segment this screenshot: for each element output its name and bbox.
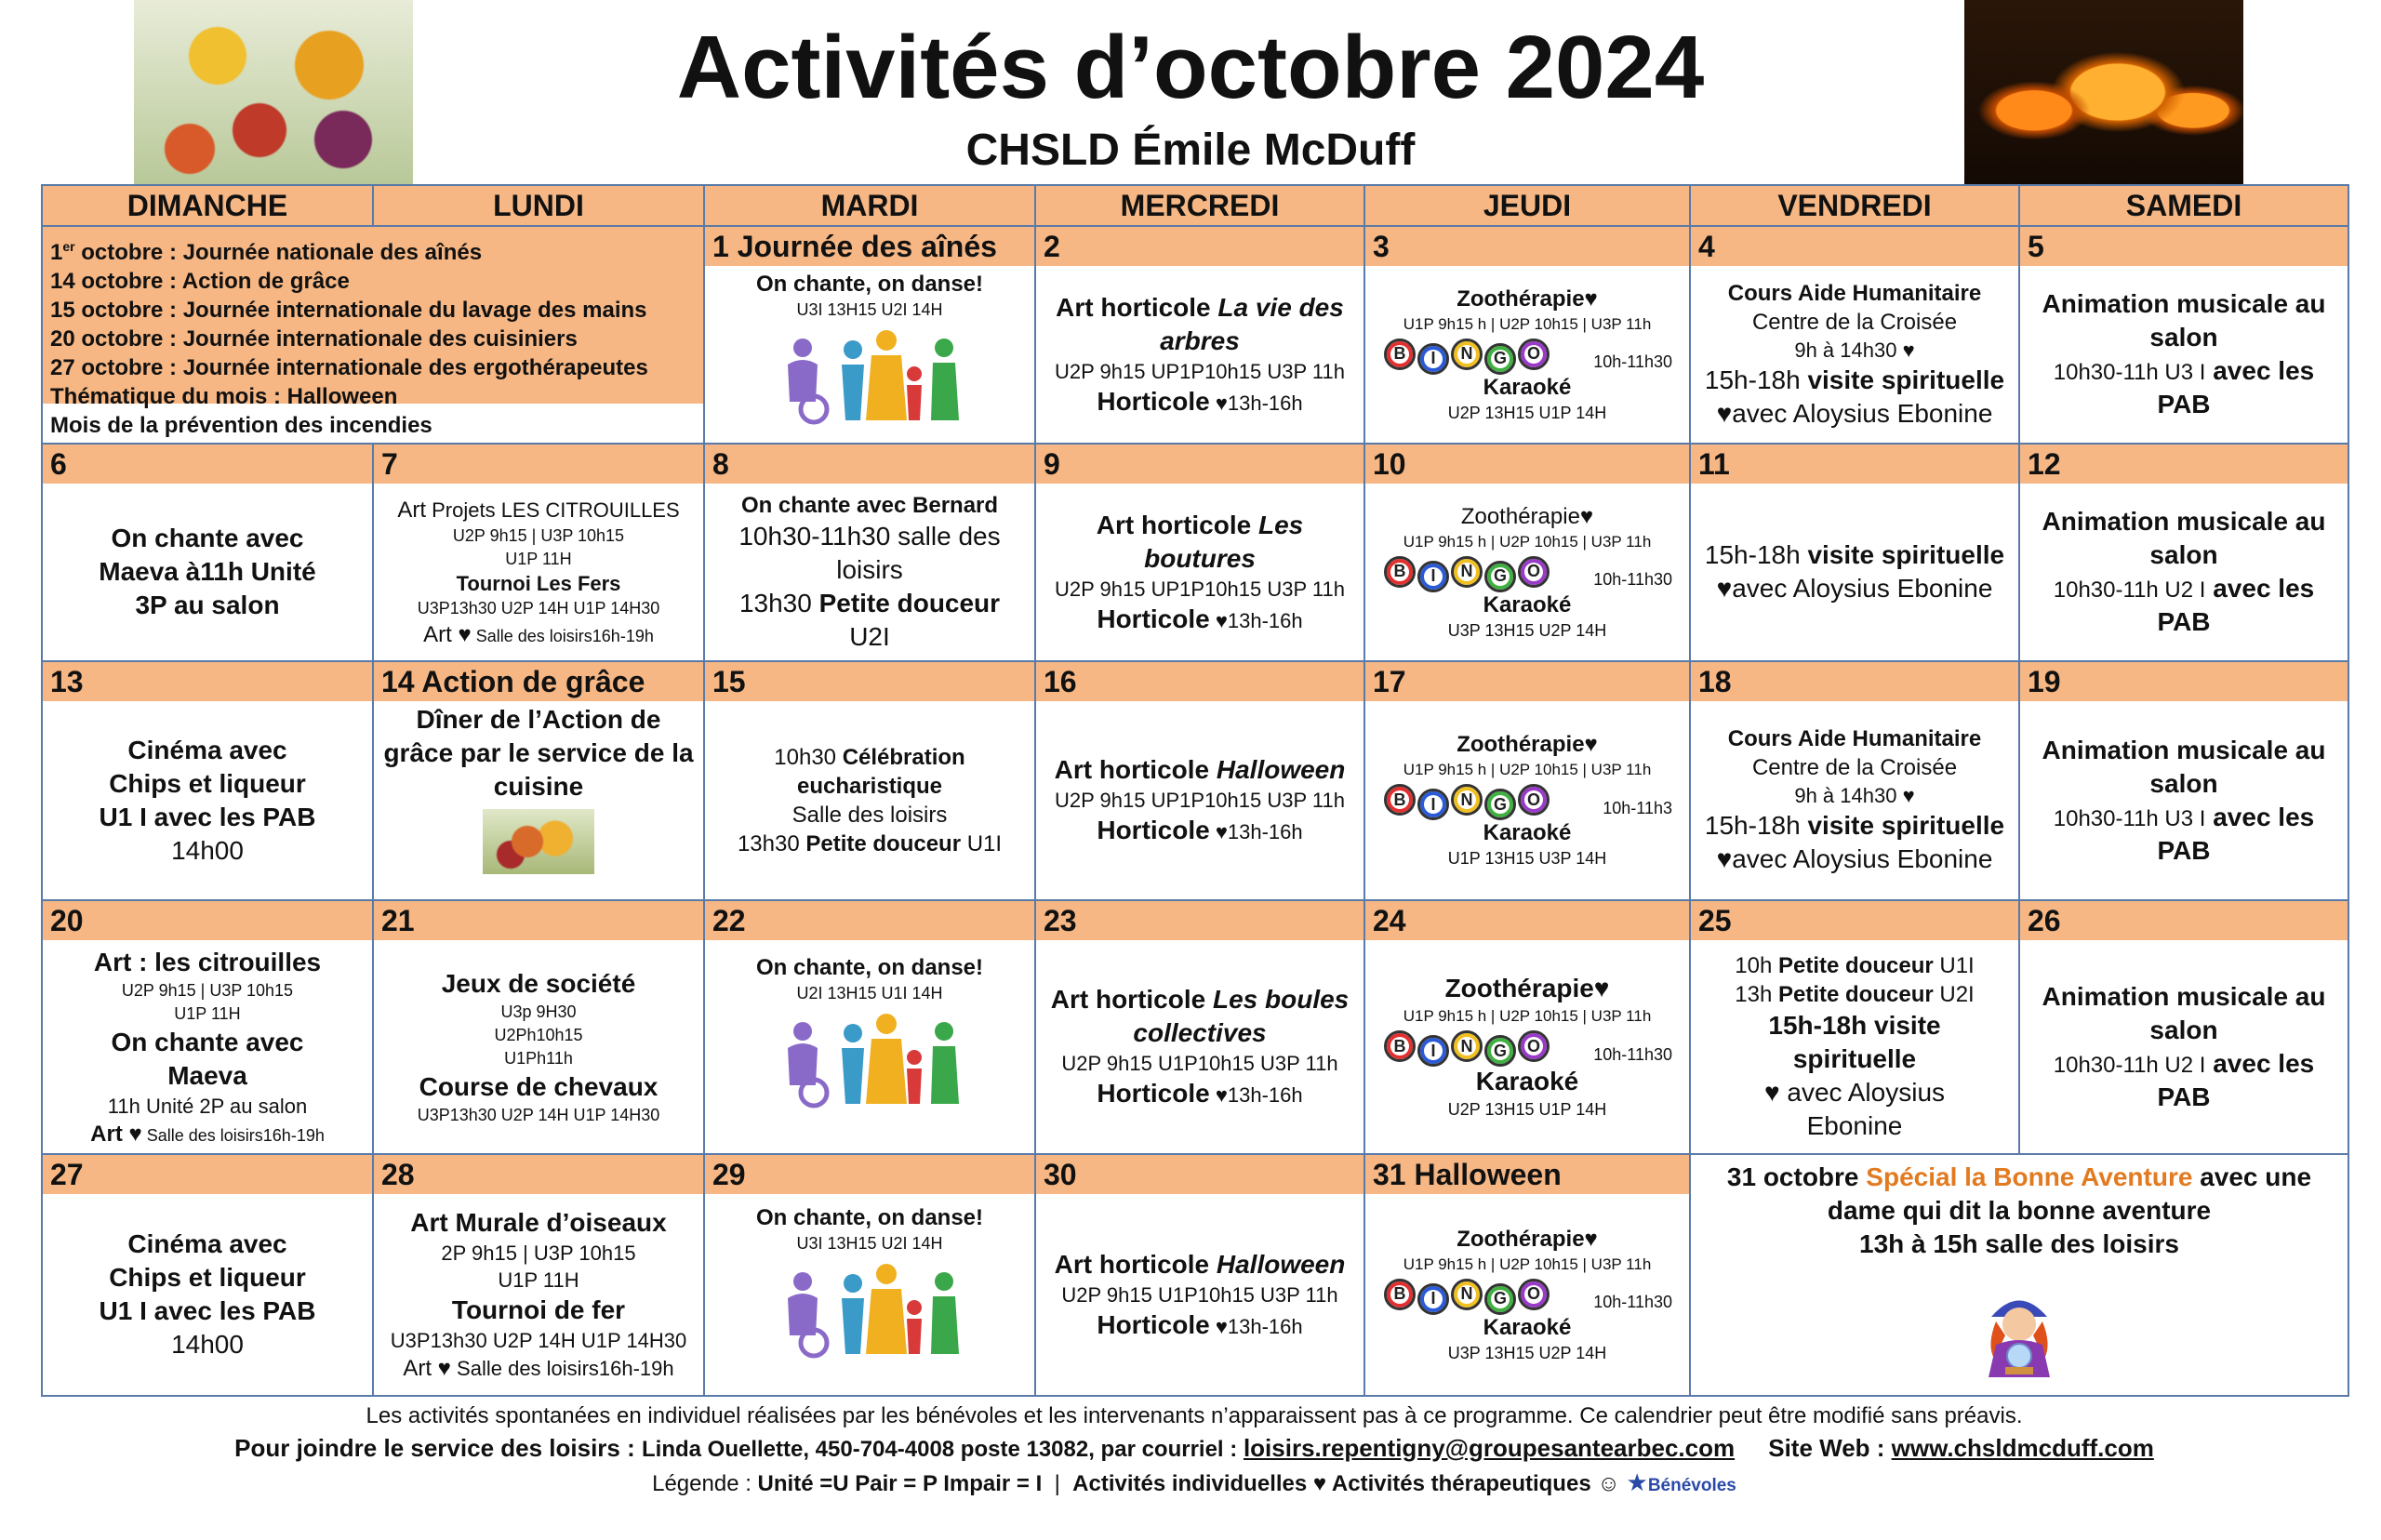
activity-art-loisirs: Art ♥ Salle des loisirs16h-19h [90,1121,325,1147]
day-cell-16 [1035,661,1364,900]
star-icon: ★ [1626,1468,1648,1496]
activity-title: Animation musicale au salon [2042,981,2326,1044]
karaoke-title: Karaoké [1483,1314,1572,1340]
day-number: 25 [1691,901,2018,940]
activity-douceur: 13h Petite douceur U2I [1735,981,1975,1007]
bingo-balls [1369,1276,1685,1313]
activity-title: Art Projets LES CITROUILLES [397,497,680,523]
activity-unit: U2I [849,621,890,651]
note-4: 20 octobre : Journée internationale des cuisiniers [50,326,578,352]
bingo-time: 10h-11h30 [1593,1044,1672,1064]
day-cell-20 [42,900,373,1154]
day-cell-22 [704,900,1035,1154]
people-dancing-icon [767,327,972,430]
karaoke-schedule: U2P 13H15 U1P 14H [1447,1100,1607,1119]
activity-visite: 15h-18h visite spirituelle [1704,365,2005,394]
day-cell-7 [373,444,704,661]
website-link[interactable]: www.chsldmcduff.com [1891,1434,2154,1462]
activity-title: On chante, on danse! [755,955,984,980]
bingo-ball-icon: O [1518,1279,1550,1310]
day-cell-11 [1690,444,2019,661]
activity-title: Animation musicale au salon [2042,735,2326,798]
activity-title: Chips et liqueur [109,768,306,798]
day-number: 13 [43,662,372,701]
special-event-cell [1690,1154,2348,1396]
activity-schedule: U2I 13H15 U1I 14H [796,984,943,1002]
day-number: 31 Halloween [1365,1155,1689,1194]
page-title: Activités d’octobre 2024 [676,18,1705,117]
day-cell-14 [373,661,704,900]
bingo-ball-icon: I [1417,1035,1449,1067]
karaoke-schedule: U3P 13H15 U2P 14H [1447,620,1607,640]
day-number: 1 Journée des aînés [705,227,1034,266]
activity-schedule: U1P 11H [498,1268,579,1292]
day-header-friday: VENDREDI [1690,185,2019,226]
activity-horticole: Horticole ♥13h-16h [1097,386,1303,416]
day-cell-25 [1690,900,2019,1154]
jack-o-lantern-photo [1964,0,2243,184]
bingo-balls [1369,781,1685,818]
special-event-time: 13h à 15h salle des loisirs [1859,1229,2179,1258]
day-number: 4 [1691,227,2018,266]
activity-schedule: U2P 9h15 U1P10h15 U3P 11h [1061,1282,1338,1307]
activity-douceur: 10h Petite douceur U1I [1735,952,1975,978]
activity-title: Art horticole Halloween [1054,1249,1346,1279]
bingo-balls [1369,336,1685,373]
day-cell-19 [2019,661,2348,900]
activity-schedule: U1P 9h15 h | U2P 10h15 | U3P 11h [1403,761,1652,778]
day-number: 29 [705,1155,1034,1194]
activity-title: Zoothérapie♥ [1444,974,1610,1002]
day-number: 22 [705,901,1034,940]
activity-title: U1 I avec les PAB [99,1296,316,1325]
special-event [1691,1155,2348,1392]
activity-title: Zoothérapie♥ [1457,285,1598,312]
activity-schedule: U3I 13H15 U2I 14H [796,1234,943,1253]
bingo-ball-icon: O [1518,556,1550,588]
activity-title: Art horticole Les boules collectives [1050,985,1350,1047]
fortune-teller-icon [1968,1280,2070,1382]
bingo-ball-icon: G [1484,1283,1516,1315]
activity-title: U1 I avec les PAB [99,802,316,831]
day-number: 5 [2020,227,2348,266]
day-cell-17 [1364,661,1690,900]
activity-title: Cours Aide Humanitaire [1727,280,1982,306]
activity-title: 10h30 Célébration eucharistique [774,744,965,799]
activity-schedule: U2P 9h15 | U3P 10h15 [121,980,294,1000]
activity-schedule: 10h30-11h U3 I avec les PAB [2053,356,2315,418]
day-number: 12 [2020,445,2348,484]
day-number: 11 [1691,445,2018,484]
activity-schedule: U2Ph10h15 [494,1025,583,1044]
activity-visite: 15h-18h visite spirituelle [1704,811,2005,840]
activity-schedule: U1P 9h15 h | U2P 10h15 | U3P 11h [1403,1007,1652,1025]
week-row-2 [42,444,2348,661]
activity-douceur: 13h30 Petite douceur [738,588,1001,617]
day-number: 26 [2020,901,2348,940]
bingo-balls [1369,553,1685,591]
activity-title: Cours Aide Humanitaire [1727,726,1982,751]
thanksgiving-photo [483,809,594,874]
activity-visite: 15h-18h visite spirituelle [1768,1010,1941,1073]
karaoke-schedule: U2P 13H15 U1P 14H [1447,403,1607,422]
activity-schedule: U3p 9H30 [500,1002,577,1021]
karaoke-title: Karaoké [1475,1067,1579,1095]
note-1: 1er octobre : Journée nationale des aînés [50,239,483,265]
week-row-4 [42,900,2348,1154]
activity-title: On chante, on danse! [755,272,984,297]
day-header-thursday: JEUDI [1364,185,1690,226]
activity-time: 9h à 14h30 ♥ [1794,338,1915,362]
activity-horticole: Horticole ♥13h-16h [1097,604,1303,633]
activity-visite-with: ♥avec Aloysius Ebonine [1716,574,1993,603]
activity-schedule: 10h30-11h U2 I avec les PAB [2053,1048,2315,1111]
activity-title: Cinéma avec [127,735,287,764]
day-number: 23 [1036,901,1363,940]
day-number: 19 [2020,662,2348,701]
activity-douceur: 13h30 Petite douceur U1I [737,830,1003,856]
activity-title: Art horticole La vie des arbres [1056,292,1344,355]
day-number: 18 [1691,662,2018,701]
bingo-ball-icon: B [1384,556,1416,588]
day-cell-6 [42,444,373,661]
page-subtitle: CHSLD Émile McDuff [965,126,1416,175]
activity-place: Centre de la Croisée [1751,755,1958,780]
day-cell-2 [1035,226,1364,444]
week-row-5 [42,1154,2348,1396]
day-header-monday: LUNDI [373,185,704,226]
month-notes [43,227,703,438]
bingo-time: 10h-11h30 [1593,570,1672,589]
day-cell-1 [704,226,1035,444]
activity-title: On chante avec Maeva [111,1027,304,1090]
bingo-ball-icon: N [1451,1279,1483,1310]
bingo-ball-icon: B [1384,339,1416,370]
bingo-ball-icon: N [1451,556,1483,588]
bingo-ball-icon: N [1451,1030,1483,1062]
bingo-ball-icon: O [1518,339,1550,370]
activity-title: Animation musicale au salon [2042,289,2326,352]
day-cell-23 [1035,900,1364,1154]
people-dancing-icon [767,1261,972,1363]
activity-title: Cinéma avec [127,1229,287,1258]
day-cell-31 [1364,1154,1690,1396]
day-cell-9 [1035,444,1364,661]
day-cell-30 [1035,1154,1364,1396]
activity-schedule: U3I 13H15 U2I 14H [796,300,943,319]
week-row-1 [42,226,2348,444]
bingo-ball-icon: G [1484,1035,1516,1067]
bingo-ball-icon: I [1417,561,1449,592]
day-cell-5 [2019,226,2348,444]
activity-schedule: U2P 9h15 UP1P10h15 U3P 11h [1055,789,1345,812]
day-cell-3 [1364,226,1690,444]
activity-visite: 15h-18h visite spirituelle [1704,540,2005,569]
activity-art-loisirs: Art ♥ Salle des loisirs16h-19h [403,1356,674,1381]
activity-schedule: 2P 9h15 | U3P 10h15 [441,1241,636,1265]
activity-schedule: U1P 11H [505,549,572,568]
day-header-tuesday: MARDI [704,185,1035,226]
bingo-ball-icon: I [1417,1283,1449,1315]
activity-title: Art horticole Halloween [1054,755,1346,784]
activity-place: 10h30-11h30 salle des loisirs [738,521,1001,584]
day-cell-8 [704,444,1035,661]
bingo-time: 10h-11h30 [1593,1293,1672,1311]
activity-schedule: U1P 9h15 h | U2P 10h15 | U3P 11h [1403,314,1652,333]
day-cell-13 [42,661,373,900]
activity-title: Zoothérapie♥ [1460,503,1594,529]
note-2: 14 octobre : Action de grâce [50,269,350,294]
day-number: 10 [1365,445,1689,484]
day-cell-21 [373,900,704,1154]
day-number: 21 [374,901,703,940]
day-number: 14 Action de grâce [374,662,703,701]
bingo-balls [1369,1028,1685,1065]
day-cell-4 [1690,226,2019,444]
month-notes-cell [42,226,704,444]
day-number: 16 [1036,662,1363,701]
bingo-time: 10h-11h30 [1593,352,1672,371]
activity-schedule: U2P 9h15 UP1P10h15 U3P 11h [1055,577,1345,601]
bingo-ball-icon: N [1451,784,1483,816]
activity-horticole: Horticole ♥13h-16h [1097,1309,1303,1339]
bingo-ball-icon: O [1518,784,1550,816]
activity-horticole: Horticole ♥13h-16h [1097,1079,1303,1108]
karaoke-title: Karaoké [1483,820,1572,845]
activity-title: On chante avec Maeva à11h Unité 3P au salon [99,524,316,619]
day-number: 17 [1365,662,1689,701]
day-cell-18 [1690,661,2019,900]
activity-visite-with: ♥ avec Aloysius Ebonine [1763,1077,1946,1140]
autumn-harvest-photo [134,0,413,186]
activity-title: Chips et liqueur [109,1263,306,1292]
activity-title: On chante, on danse! [755,1205,984,1230]
karaoke-title: Karaoké [1483,591,1572,617]
activity-title: Zoothérapie♥ [1457,732,1598,757]
activity-title: Animation musicale au salon [2042,507,2326,569]
day-number: 7 [374,445,703,484]
day-cell-27 [42,1154,373,1396]
note-6: Thématique du mois : Halloween [50,384,398,409]
bingo-ball-icon: G [1484,789,1516,820]
people-dancing-icon [767,1011,972,1113]
day-cell-10 [1364,444,1690,661]
day-number: 8 [705,445,1034,484]
karaoke-title: Karaoké [1483,374,1572,400]
activity-title: Zoothérapie♥ [1457,1226,1598,1252]
note-7: Mois de la prévention des incendies [50,413,432,438]
note-5: 27 octobre : Journée internationale des ergothérapeutes [50,355,648,380]
bingo-ball-icon: G [1484,561,1516,592]
activity-title: On chante avec Bernard [740,492,999,518]
activity-schedule: U1P 9h15 h | U2P 10h15 | U3P 11h [1403,1255,1652,1273]
special-event-title: 31 octobre Spécial la Bonne Aventure avec une dame qui dit la bonne aventure [1726,1162,2312,1225]
activity-place: Centre de la Croisée [1751,309,1958,335]
email-link[interactable]: loisirs.repentigny@groupesantearbec.com [1243,1434,1736,1462]
week-row-3 [42,661,2348,900]
activity-schedule: U2P 9h15 | U3P 10h15 [452,525,625,545]
activity-place: 11h Unité 2P au salon [107,1094,308,1118]
day-cell-15 [704,661,1035,900]
day-cell-12 [2019,444,2348,661]
activity-schedule: U3P13h30 U2P 14H U1P 14H30 [390,1329,687,1352]
activity-visite-with: ♥avec Aloysius Ebonine [1716,844,1993,873]
activity-title: Course de chevaux [419,1071,658,1101]
activity-visite-with: ♥avec Aloysius Ebonine [1716,398,1993,428]
activity-title: Tournoi Les Fers [456,571,621,595]
activity-time: 9h à 14h30 ♥ [1794,784,1915,807]
activity-art-loisirs: Art ♥ Salle des loisirs16h-19h [423,621,654,647]
day-number: 15 [705,662,1034,701]
bingo-ball-icon: B [1384,1279,1416,1310]
karaoke-schedule: U3P 13H15 U2P 14H [1447,1343,1607,1362]
day-number: 3 [1365,227,1689,266]
bingo-ball-icon: N [1451,339,1483,370]
footer-disclaimer: Les activités spontanées en individuel réalisées par les bénévoles et les intervenants n’apparaissent pas à ce programme. Ce calendrier peut être modifié sans préavis. [366,1403,2023,1428]
day-header-sunday: DIMANCHE [42,185,373,226]
activity-time: 14h00 [171,835,244,865]
bingo-ball-icon: G [1484,343,1516,375]
bingo-time: 10h-11h3 [1603,798,1672,817]
day-number: 6 [43,445,372,484]
bingo-ball-icon: I [1417,789,1449,820]
day-number: 24 [1365,901,1689,940]
activity-time: 14h00 [171,1330,244,1359]
activity-place: Salle des loisirs [791,802,948,828]
bingo-ball-icon: O [1518,1030,1550,1062]
day-number: 30 [1036,1155,1363,1194]
activity-title: Art horticole Les boutures [1096,510,1304,573]
day-header-saturday: SAMEDI [2019,185,2348,226]
bingo-ball-icon: I [1417,343,1449,375]
day-number: 9 [1036,445,1363,484]
footer-legend: Légende : Unité =U Pair = P Impair = I | Activités individuelles ♥ Activités thérapeutiques ☺ ★Bénévoles [652,1468,1736,1496]
activity-title: Tournoi de fer [451,1295,626,1324]
day-header-wednesday: MERCREDI [1035,185,1364,226]
activity-schedule: U3P13h30 U2P 14H U1P 14H30 [417,1105,660,1124]
activity-schedule: U2P 9h15 UP1P10h15 U3P 11h [1055,359,1345,383]
footer-contact: Pour joindre le service des loisirs : Linda Ouellette, 450-704-4008 poste 13082, par courriel : loisirs.repentigny@groupesantearbec.com Site Web : www.chsldmcduff.com [234,1434,2154,1462]
karaoke-schedule: U1P 13H15 U3P 14H [1447,849,1607,868]
activity-title: Art Murale d’oiseaux [410,1208,667,1237]
activity-horticole: Horticole ♥13h-16h [1097,816,1303,844]
activity-schedule: U1P 9h15 h | U2P 10h15 | U3P 11h [1403,532,1652,551]
day-number: 2 [1036,227,1363,266]
weekday-header-row [42,185,2348,226]
activity-schedule: U2P 9h15 U1P10h15 U3P 11h [1061,1052,1338,1075]
bingo-ball-icon: B [1384,1030,1416,1062]
day-cell-29 [704,1154,1035,1396]
activity-schedule: 10h30-11h U3 I avec les PAB [2053,802,2315,865]
day-number: 27 [43,1155,372,1194]
bingo-ball-icon: B [1384,784,1416,816]
activity-schedule: 10h30-11h U2 I avec les PAB [2053,574,2315,636]
activity-schedule: U3P13h30 U2P 14H U1P 14H30 [417,598,660,617]
day-cell-28 [373,1154,704,1396]
note-3: 15 octobre : Journée internationale du lavage des mains [50,298,647,323]
activity-title: Dîner de l’Action de grâce par le service de la cuisine [383,705,694,801]
activity-title: Jeux de société [441,968,636,998]
day-number: 20 [43,901,372,940]
activity-schedule: U1Ph11h [504,1048,573,1068]
day-cell-24 [1364,900,1690,1154]
activity-title: Art : les citrouilles [93,947,322,976]
activity-schedule: U1P 11H [174,1003,241,1023]
day-number: 28 [374,1155,703,1194]
calendar-table [41,184,2349,1397]
day-cell-26 [2019,900,2348,1154]
